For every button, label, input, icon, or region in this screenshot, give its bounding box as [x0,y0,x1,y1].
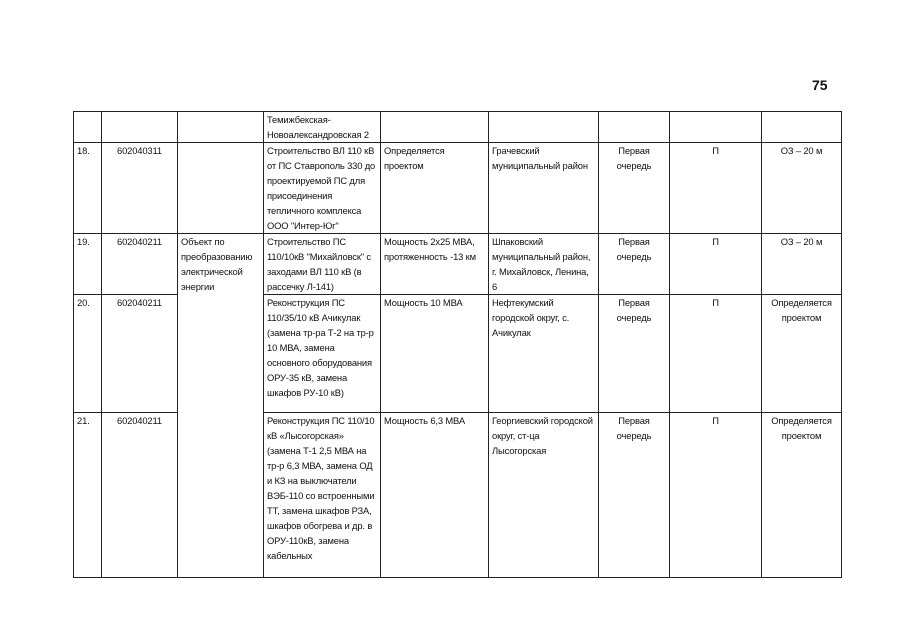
row-zone: ОЗ – 20 м [762,234,842,295]
table-row [74,112,842,143]
row-specs: Мощность 6,3 МВА [381,413,489,578]
row-code: 602040211 [102,234,178,295]
table-row [74,143,842,234]
row-object-type [178,143,264,234]
row-code: 602040211 [102,413,178,578]
row-number: 20. [74,295,102,413]
row-location: Георгиевский городской округ, ст-ца Лысогорская [489,413,599,578]
table-row [74,234,842,295]
row-number: 18. [74,143,102,234]
row-code: 602040211 [102,295,178,413]
row-name: Темижбекская-Новоалександровская 2 [264,112,381,143]
row-status: П [670,234,762,295]
row-number [74,112,102,143]
row-name: Реконструкция ПС 110/10 кВ «Лысогорская» (замена Т-1 2,5 МВА на тр-р 6,3 МВА, замена ОД и КЗ на выключатели ВЭБ-110 со встроенными ТТ, замена шкафов РЗА, шкафов обогрева и др. в ОРУ-110кВ, замена кабельных [264,413,381,578]
row-name: Строительство ПС 110/10кВ "Михайловск" с заходами ВЛ 110 кВ (в рассечку Л-141) [264,234,381,295]
row-zone: Определяется проектом [762,295,842,413]
row-code: 602040311 [102,143,178,234]
row-object-type: Объект по преобразованию электрической энергии [178,234,264,578]
row-object-type [178,112,264,143]
row-location: Грачевский муниципальный район [489,143,599,234]
row-stage: Первая очередь [599,234,670,295]
row-specs [381,112,489,143]
row-stage [599,112,670,143]
row-status: П [670,143,762,234]
row-number: 21. [74,413,102,578]
row-specs: Мощность 2х25 МВА, протяженность -13 км [381,234,489,295]
page-number: 75 [812,77,828,93]
row-status: П [670,295,762,413]
row-location: Нефтекумский городской округ, с. Ачикулак [489,295,599,413]
row-stage: Первая очередь [599,295,670,413]
row-code [102,112,178,143]
row-stage: Первая очередь [599,413,670,578]
row-status [670,112,762,143]
row-specs: Определяется проектом [381,143,489,234]
row-zone [762,112,842,143]
objects-table [73,111,842,578]
row-zone: ОЗ – 20 м [762,143,842,234]
row-name: Строительство ВЛ 110 кВ от ПС Ставрополь 330 до проектируемой ПС для присоединения тепличного комплекса ООО "Интер-Юг" [264,143,381,234]
row-specs: Мощность 10 МВА [381,295,489,413]
row-zone: Определяется проектом [762,413,842,578]
row-location [489,112,599,143]
row-stage: Первая очередь [599,143,670,234]
row-location: Шпаковский муниципальный район, г. Михайловск, Ленина, 6 [489,234,599,295]
row-status: П [670,413,762,578]
row-number: 19. [74,234,102,295]
row-name: Реконструкция ПС 110/35/10 кВ Ачикулак (замена тр-ра Т-2 на тр-р 10 МВА, замена основного оборудования ОРУ-35 кВ, замена шкафов РУ-10 кВ) [264,295,381,413]
